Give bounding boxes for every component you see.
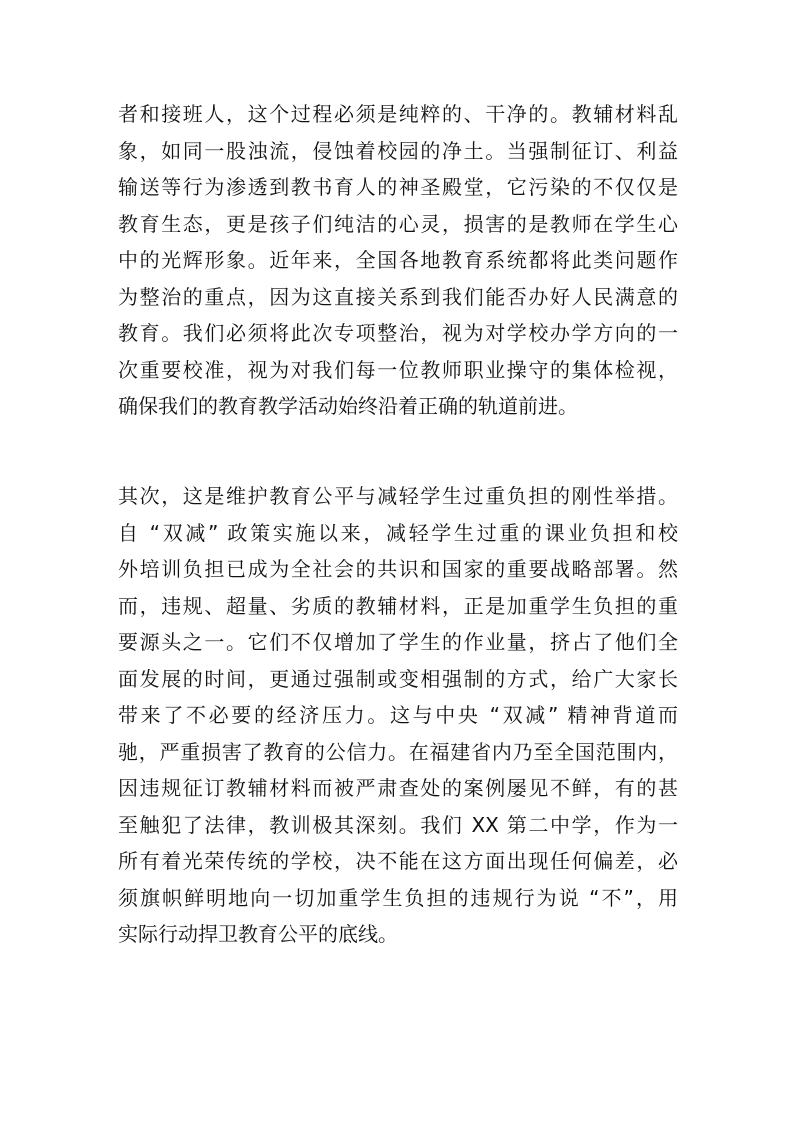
text-line: 教育。我们必须将此次专项整治，视为对学校办学方向的一 bbox=[118, 321, 678, 345]
text-line: 要源头之一。它们不仅增加了学生的作业量，挤占了他们全 bbox=[118, 630, 678, 654]
text-line: 外培训负担已成为全社会的共识和国家的重要战略部署。然 bbox=[118, 557, 678, 581]
text-line: 输送等行为渗透到教书育人的神圣殿堂，它污染的不仅仅是 bbox=[118, 175, 678, 199]
text-line: 确保我们的教育教学活动始终沿着正确的轨道前进。 bbox=[118, 394, 578, 418]
text-line: 至触犯了法律，教训极其深刻。我们 XX 第二中学，作为一 bbox=[118, 812, 678, 837]
text-line: 中的光辉形象。近年来，全国各地教育系统都将此类问题作 bbox=[118, 248, 678, 272]
text-line: 面发展的时间，更通过强制或变相强制的方式，给广大家长 bbox=[118, 666, 678, 691]
text-line: 其次，这是维护教育公平与减轻学生过重负担的刚性举措。 bbox=[118, 484, 678, 508]
text-line: 驰，严重损害了教育的公信力。在福建省内乃至全国范围内， bbox=[118, 739, 678, 764]
text-line: 带来了不必要的经济压力。这与中央 “双减” 精神背道而 bbox=[118, 703, 678, 727]
text-line: 自 “双减” 政策实施以来，减轻学生过重的课业负担和校 bbox=[118, 520, 678, 545]
text-line: 所有着光荣传统的学校，决不能在这方面出现任何偏差，必 bbox=[118, 849, 678, 873]
text-line: 次重要校准，视为对我们每一位教师职业操守的集体检视， bbox=[118, 357, 678, 382]
text-line: 因违规征订教辅材料而被严肃查处的案例屡见不鲜，有的甚 bbox=[118, 776, 678, 800]
text-line: 教育生态，更是孩子们纯洁的心灵，损害的是教师在学生心 bbox=[118, 211, 678, 236]
text-line: 而，违规、超量、劣质的教辅材料，正是加重学生负担的重 bbox=[118, 593, 678, 618]
paragraph-continued bbox=[118, 96, 678, 425]
text-line: 者和接班人，这个过程必须是纯粹的、干净的。教辅材料乱 bbox=[118, 102, 678, 126]
text-line: 须旗帜鲜明地向一切加重学生负担的违规行为说 “不”，用 bbox=[118, 885, 678, 910]
text-line: 实际行动捍卫教育公平的底线。 bbox=[118, 922, 398, 946]
text-line: 为整治的重点，因为这直接关系到我们能否办好人民满意的 bbox=[118, 284, 678, 309]
text-line: 象，如同一股浊流，侵蚀着校园的净土。当强制征订、利益 bbox=[118, 138, 678, 163]
paragraph-second bbox=[118, 478, 678, 953]
